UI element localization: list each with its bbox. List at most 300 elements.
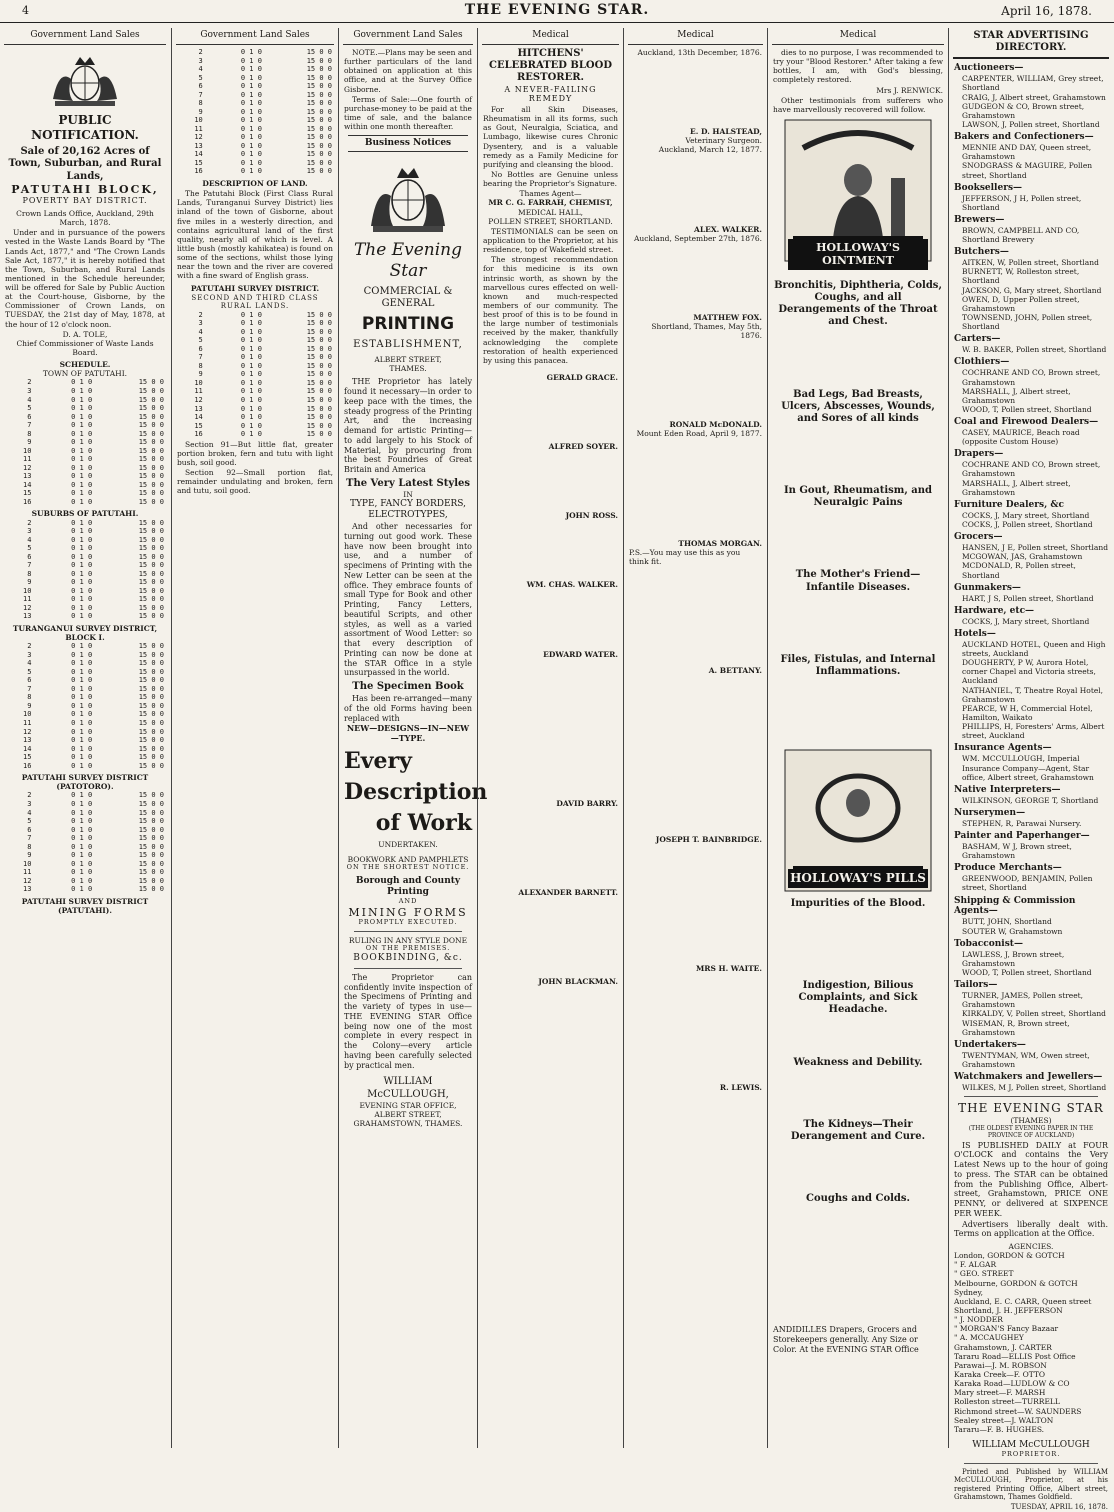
- in-line: IN: [403, 489, 413, 499]
- table-row: [5, 404, 165, 413]
- table-cell: 7: [27, 834, 32, 843]
- table-row: [177, 99, 333, 108]
- table-cell: 2: [198, 47, 203, 56]
- table-cell: 15 0 0: [138, 421, 164, 430]
- table-cell: 15 0 0: [138, 761, 164, 770]
- agent-entry: Grahamstown, J. CARTER: [954, 1342, 1052, 1352]
- agent-entry: London, GORDON & GOTCH: [954, 1251, 1065, 1261]
- table-cell: 0 1 0: [71, 719, 93, 728]
- sig-bettany: A. BETTANY.: [708, 665, 762, 675]
- town-heading: TOWN OF PATUTAHI.: [42, 369, 128, 379]
- table-cell: 15 0 0: [306, 133, 332, 142]
- table-cell: 12: [23, 727, 32, 736]
- table-row: [5, 642, 165, 651]
- table-cell: 0 1 0: [71, 527, 93, 536]
- table-cell: 4: [27, 659, 32, 668]
- promptly: PROMPTLY EXECUTED.: [358, 917, 458, 926]
- table-cell: 0 1 0: [71, 429, 93, 438]
- table-cell: 0 1 0: [71, 676, 93, 685]
- table-cell: 15 0 0: [138, 744, 164, 753]
- table-cell: 0 1 0: [71, 586, 93, 595]
- directory-entry: AUCKLAND HOTEL, Queen and High streets, Auckland: [962, 639, 1106, 658]
- table-cell: 0 1 0: [240, 353, 262, 362]
- table-cell: 0 1 0: [240, 82, 262, 91]
- table-cell: 2: [198, 310, 203, 319]
- directory-category: Nurserymen—: [954, 807, 1026, 818]
- renwick-text: dies to no purpose, I was recommended to try your "Blood Restorer." After taking a few bottles, I am, with God's blessing, completely restored.: [773, 47, 943, 85]
- table-cell: 0 1 0: [240, 167, 262, 176]
- table-cell: 13: [23, 885, 32, 894]
- sig-grace: GERALD GRACE.: [546, 372, 618, 382]
- sections-table: [177, 48, 333, 176]
- table-cell: 0 1 0: [71, 825, 93, 834]
- table-cell: 0 1 0: [240, 107, 262, 116]
- directory-entry: BURNETT, W, Rolleston street, Shortland: [962, 267, 1080, 286]
- table-row: [5, 736, 165, 745]
- directory-list: [949, 63, 1113, 1092]
- table-cell: 15: [194, 421, 203, 430]
- table-cell: 0 1 0: [71, 727, 93, 736]
- directory-entry: WILKINSON, GEORGE T, Shortland: [962, 795, 1099, 805]
- table-cell: 0 1 0: [240, 158, 262, 167]
- bronchitis-heading: Bronchitis, Diphtheria, Colds, Coughs, and all Derangements of the Throat and Chest.: [774, 279, 942, 328]
- table-cell: 0 1 0: [240, 378, 262, 387]
- date-3: Auckland, September 27th, 1876.: [633, 233, 762, 243]
- table-cell: 12: [23, 463, 32, 472]
- agent-entry: Karaka Road—LUDLOW & CO: [954, 1379, 1070, 1389]
- table-cell: 15 0 0: [138, 497, 164, 506]
- directory-entry: COCHRANE AND CO, Brown street, Grahamstown: [962, 368, 1101, 387]
- date-1: Auckland, 13th December, 1876.: [637, 47, 762, 57]
- mining-forms: MINING FORMS: [348, 905, 468, 919]
- table-cell: 12: [23, 603, 32, 612]
- table-cell: 0 1 0: [71, 650, 93, 659]
- table-row: [177, 65, 333, 74]
- table-cell: 0 1 0: [71, 744, 93, 753]
- patotoro-heading: PATUTAHI SURVEY DISTRICT (PATOTORO).: [21, 773, 149, 792]
- table-cell: 9: [198, 370, 203, 379]
- table-cell: 10: [23, 859, 32, 868]
- table-cell: 5: [27, 544, 32, 553]
- table-cell: 6: [198, 82, 203, 91]
- table-cell: 15 0 0: [306, 73, 332, 82]
- table-row: [177, 336, 333, 345]
- block-name: PATUTAHI BLOCK,: [11, 182, 159, 196]
- table-row: [177, 125, 333, 134]
- table-cell: 15 0 0: [138, 642, 164, 651]
- table-cell: 15 0 0: [138, 701, 164, 710]
- table-row: [177, 422, 333, 431]
- agent-entry: Shortland, J. H. JEFFERSON: [954, 1306, 1063, 1316]
- specimen-heading: The Specimen Book: [352, 681, 464, 693]
- table-cell: 15 0 0: [306, 56, 332, 65]
- agent-entry: Parawai—J. M. ROBSON: [954, 1360, 1047, 1370]
- office-name: EVENING STAR OFFICE,: [359, 1100, 457, 1110]
- date-4: Shortland, Thames, May 5th, 1876.: [651, 321, 762, 341]
- table-cell: 16: [23, 497, 32, 506]
- table-cell: 15 0 0: [138, 387, 164, 395]
- ointment-label: HOLLOWAY'S OINTMENT: [788, 239, 928, 270]
- directory-category: Booksellers—: [954, 182, 1023, 193]
- table-cell: 0 1 0: [71, 463, 93, 472]
- advertisers-text: Advertisers liberally dealt with. Terms on application at the Office.: [954, 1219, 1108, 1239]
- agent-entry: Sydney,: [954, 1287, 984, 1297]
- table-cell: 0 1 0: [240, 150, 262, 159]
- table-cell: 0 1 0: [71, 868, 93, 877]
- directory-category: Clothiers—: [954, 357, 1010, 368]
- table-cell: 15 0 0: [138, 676, 164, 685]
- table-cell: 0 1 0: [240, 370, 262, 379]
- table-cell: 15 0 0: [138, 851, 164, 860]
- table-cell: 5: [27, 404, 32, 413]
- table-row: [5, 587, 165, 596]
- table-cell: 8: [27, 693, 32, 702]
- table-row: [5, 817, 165, 826]
- divider: [354, 931, 462, 932]
- table-cell: 0 1 0: [71, 851, 93, 860]
- directory-entry: WM. MCCULLOUGH, Imperial Insurance Company—Agent, Star office, Albert street, Grahamstown: [962, 754, 1094, 782]
- agent-entry: Richmond street—W. SAUNDERS: [954, 1406, 1082, 1416]
- table-row: [5, 570, 165, 579]
- directory-heading: STAR ADVERTISING DIRECTORY.: [953, 28, 1109, 59]
- table-cell: 0 1 0: [71, 834, 93, 843]
- sig-mcdonald: RONALD McDONALD.: [669, 420, 762, 430]
- table-row: [5, 851, 165, 860]
- table-row: [177, 396, 333, 405]
- directory-category: Drapers—: [954, 449, 1004, 460]
- directory-category: Tailors—: [954, 980, 998, 991]
- table-cell: 13: [23, 472, 32, 481]
- table-cell: 15 0 0: [138, 412, 164, 421]
- directory-entry: TURNER, JAMES, Pollen street, Grahamstown: [962, 991, 1084, 1010]
- table-cell: 0 1 0: [71, 518, 93, 527]
- directory-category: Brewers—: [954, 214, 1005, 225]
- table-cell: 15: [194, 158, 203, 167]
- table-cell: 16: [194, 430, 203, 439]
- table-cell: 15 0 0: [138, 395, 164, 404]
- directory-entry: CRAIG, J, Albert street, Grahamstown: [962, 92, 1106, 102]
- agent-label: Thames Agent—: [519, 189, 582, 199]
- table-cell: 15 0 0: [138, 859, 164, 868]
- owner-name: WILLIAM McCULLOUGH,: [367, 1076, 449, 1100]
- sig-blackman: JOHN BLACKMAN.: [538, 976, 618, 986]
- publisher-title: PROPRIETOR.: [1001, 1449, 1061, 1458]
- table-cell: 0 1 0: [240, 387, 262, 396]
- table-row: [177, 430, 333, 439]
- bookwork: BOOKWORK AND PAMPHLETS: [347, 854, 469, 864]
- royal-coat-of-arms-icon: [45, 49, 125, 109]
- directory-entry: CASEY, MAURICE, Beach road (opposite Custom House): [962, 428, 1080, 447]
- table-cell: 4: [198, 65, 203, 74]
- and-line: AND: [398, 896, 418, 905]
- turanganui-heading: TURANGANUI SURVEY DISTRICT, BLOCK I.: [12, 623, 158, 643]
- table-row: [5, 762, 165, 771]
- table-cell: 15 0 0: [138, 659, 164, 668]
- directory-category: Carters—: [954, 334, 1001, 345]
- sig-barry: DAVID BARRY.: [556, 798, 618, 808]
- table-cell: 0 1 0: [71, 659, 93, 668]
- premises: ON THE PREMISES.: [365, 943, 451, 952]
- table-cell: 15 0 0: [306, 421, 332, 430]
- sig-halstead: E. D. HALSTEAD,: [690, 127, 762, 137]
- table-cell: 0 1 0: [71, 693, 93, 702]
- table-cell: 16: [23, 761, 32, 770]
- table-cell: 15 0 0: [138, 578, 164, 587]
- table-cell: 2: [27, 642, 32, 651]
- column-medical-2: [623, 28, 767, 1448]
- impurities-heading: Impurities of the Blood.: [790, 897, 926, 909]
- agent-entry: " MORGAN'S Fancy Bazaar: [954, 1324, 1059, 1334]
- table-cell: 0 1 0: [71, 480, 93, 489]
- table-cell: 0 1 0: [71, 753, 93, 762]
- table-cell: 15 0 0: [138, 569, 164, 578]
- sig-barnett: ALEXANDER BARNETT.: [518, 887, 618, 897]
- table-row: [5, 430, 165, 439]
- table-cell: 15 0 0: [138, 603, 164, 612]
- issue-date: April 16, 1878.: [1001, 4, 1092, 18]
- agent-entry: " A. MCCAUGHEY: [954, 1333, 1024, 1343]
- new-designs: NEW—DESIGNS—IN—NEW—TYPE.: [346, 723, 470, 744]
- table-cell: 0 1 0: [240, 430, 262, 439]
- column-heading: Medical: [482, 28, 619, 45]
- directory-entry: MENNIE AND DAY, Queen street, Grahamstown: [962, 143, 1092, 162]
- table-cell: 8: [198, 361, 203, 370]
- table-cell: 6: [27, 552, 32, 561]
- table-cell: 15 0 0: [138, 693, 164, 702]
- table-cell: 0 1 0: [71, 497, 93, 506]
- directory-entry: COCKS, J, Mary street, Shortland: [962, 616, 1090, 626]
- table-cell: 0 1 0: [240, 124, 262, 133]
- directory-entry: KIRKALDY, V, Pollen street, Shortland: [962, 1009, 1106, 1019]
- paper-sub: (THAMES): [1010, 1115, 1052, 1125]
- directory-entry: WILKES, M J, Pollen street, Shortland: [962, 1083, 1107, 1092]
- gout-heading: In Gout, Rheumatism, and Neuralgic Pains: [783, 485, 933, 509]
- sig-halstead-title: Veterinary Surgeon.: [685, 136, 762, 146]
- agent-entry: Karaka Creek—F. OTTO: [954, 1370, 1046, 1379]
- table-cell: 0 1 0: [71, 535, 93, 544]
- table-cell: 15 0 0: [306, 65, 332, 74]
- table-cell: 0 1 0: [240, 133, 262, 142]
- table-row: [5, 498, 165, 507]
- table-row: [177, 379, 333, 388]
- directory-category: Hardware, etc—: [954, 605, 1035, 616]
- table-cell: 7: [27, 421, 32, 430]
- table-cell: 0 1 0: [71, 552, 93, 561]
- directory-entry: JEFFERSON, J H, Pollen street, Shortland: [962, 193, 1082, 212]
- table-row: [5, 489, 165, 498]
- table-cell: 15 0 0: [138, 463, 164, 472]
- table-cell: 15 0 0: [306, 336, 332, 345]
- published-text: IS PUBLISHED DAILY at FOUR O'CLOCK and contains the Very Latest News up to the hour of going to press. The STAR can be obtained from the Publishing Office, Albert-street, Grahamstown, PRICE ONE PENNY, or delivered at SIXPENCE PER WEEK.: [954, 1140, 1108, 1218]
- ofwork-heading: of Work: [375, 809, 472, 836]
- table-cell: 15 0 0: [306, 310, 332, 319]
- agent-entry: " GEO. STREET: [954, 1269, 1014, 1279]
- class-heading: SECOND AND THIRD CLASS RURAL LANDS.: [191, 293, 319, 311]
- table-cell: 15 0 0: [138, 753, 164, 762]
- directory-entry: DOUGHERTY, P W, Aurora Hotel, corner Chapel and Victoria streets, Auckland: [962, 658, 1096, 686]
- schedule-heading: SCHEDULE.: [59, 360, 111, 370]
- table-cell: 0 1 0: [240, 90, 262, 99]
- table-cell: 15 0 0: [138, 612, 164, 621]
- table-cell: 0 1 0: [71, 472, 93, 481]
- table-row: [177, 91, 333, 100]
- table-cell: 15 0 0: [306, 430, 332, 439]
- agent-entry: Mary street—F. MARSH: [954, 1388, 1046, 1398]
- weakness-heading: Weakness and Debility.: [793, 1056, 923, 1068]
- directory-entry: WOOD, T, Pollen street, Shortland: [962, 967, 1092, 977]
- directory-category: Undertakers—: [954, 1039, 1026, 1050]
- agent-entry: Tararu—F. B. HUGHES.: [954, 1424, 1045, 1434]
- table-cell: 0 1 0: [71, 378, 93, 387]
- table-cell: 15 0 0: [138, 586, 164, 595]
- sale-title: Sale of 20,162 Acres of Town, Suburban, and Rural Lands,: [8, 146, 162, 182]
- table-cell: 0 1 0: [71, 800, 93, 809]
- table-cell: 2: [27, 378, 32, 387]
- column-business: [338, 28, 488, 1448]
- table-row: [5, 702, 165, 711]
- imprint-date: TUESDAY, APRIL 16, 1878.: [1010, 1503, 1108, 1511]
- table-row: [5, 612, 165, 621]
- table-row: [5, 472, 165, 481]
- table-cell: 0 1 0: [71, 885, 93, 894]
- table-cell: 9: [27, 851, 32, 860]
- description-heading: Description: [344, 778, 488, 805]
- table-cell: 15 0 0: [306, 327, 332, 336]
- table-cell: 0 1 0: [71, 446, 93, 455]
- table-cell: 15 0 0: [138, 825, 164, 834]
- coughs-heading: Coughs and Colds.: [805, 1193, 911, 1205]
- table-cell: 15 0 0: [138, 650, 164, 659]
- table-row: [5, 464, 165, 473]
- table-cell: 0 1 0: [71, 489, 93, 498]
- sig-walker: ALEX. WALKER.: [694, 224, 762, 234]
- confident-text: The Proprietor can confidently invite inspection of the Specimens of Printing and the variety of types in use—THE EVENING STAR Office being now one of the most complete in every respect in the Colony—every article having been carefully selected by practical men.: [344, 972, 472, 1070]
- table-cell: 10: [23, 710, 32, 719]
- street-name: ALBERT STREET,: [374, 1109, 442, 1119]
- table-cell: 15 0 0: [138, 817, 164, 826]
- binding: BOOKBINDING, &c.: [353, 952, 463, 963]
- table-cell: 15 0 0: [138, 438, 164, 447]
- genuine-note: No Bottles are Genuine unless bearing the Proprietor's Signature.: [483, 170, 618, 189]
- indigestion-heading: Indigestion, Bilious Complaints, and Sick Headache.: [798, 980, 918, 1016]
- table-cell: 0 1 0: [71, 612, 93, 621]
- agent-entry: Tararu Road—ELLIS Post Office: [954, 1351, 1076, 1361]
- table-cell: 15: [23, 489, 32, 498]
- table-row: [5, 527, 165, 536]
- directory-entry: JACKSON, G, Mary street, Shortland: [962, 285, 1102, 295]
- table-row: [5, 877, 165, 886]
- office-line: Crown Lands Office, Auckland, 29th March, 1878.: [16, 208, 154, 228]
- table-row: [5, 728, 165, 737]
- divider: [964, 1096, 1098, 1097]
- directory-entry: SOUTER W, Grahamstown: [962, 926, 1063, 936]
- table-row: [5, 651, 165, 660]
- agent-entry: " J. NODDER: [954, 1315, 1003, 1325]
- table-cell: 15 0 0: [138, 527, 164, 536]
- table-cell: 4: [27, 808, 32, 817]
- directory-entry: SNODGRASS & MAGUIRE, Pollen street, Shortland: [962, 161, 1093, 180]
- other-testimonials: Other testimonials from sufferers who have marvellously recovered will follow.: [773, 95, 943, 114]
- table-cell: 0 1 0: [71, 578, 93, 587]
- remedy-subtitle: A NEVER-FAILING REMEDY: [504, 84, 597, 104]
- table-cell: 15 0 0: [138, 429, 164, 438]
- table-cell: 15 0 0: [138, 710, 164, 719]
- table-cell: 11: [194, 124, 203, 133]
- table-row: [177, 167, 333, 176]
- every-heading: Every: [344, 747, 412, 774]
- table-row: [5, 578, 165, 587]
- remedy-intro: For all Skin Diseases, Rheumatism in all its forms, such as Gout, Neuralgia, Sciatica, and Lumbago, likewise cures Chronic Dysentery, and is a valuable remedy as a Family Medicine for purifying and cleansing the blood.: [483, 105, 618, 169]
- table-row: [5, 561, 165, 570]
- table-cell: 15 0 0: [138, 472, 164, 481]
- table-cell: 3: [27, 527, 32, 536]
- table-cell: 0 1 0: [71, 667, 93, 676]
- table-cell: 0 1 0: [71, 387, 93, 395]
- paper-tagline: (THE OLDEST EVENING PAPER IN THE PROVINCE OF AUCKLAND): [968, 1124, 1094, 1140]
- directory-entry: COCKS, J, Pollen street, Shortland: [962, 519, 1093, 529]
- table-cell: 0 1 0: [71, 544, 93, 553]
- table-cell: 0 1 0: [71, 404, 93, 413]
- directory-category: Gunmakers—: [954, 582, 1021, 593]
- turanganui-table: [5, 642, 165, 770]
- column-heading: Government Land Sales: [343, 28, 473, 45]
- directory-category: Shipping & Commission Agents—: [954, 895, 1076, 917]
- table-cell: 14: [23, 744, 32, 753]
- table-row: [177, 328, 333, 337]
- table-row: [177, 353, 333, 362]
- table-cell: 0 1 0: [240, 413, 262, 422]
- table-row: [5, 693, 165, 702]
- directory-category: Watchmakers and Jewellers—: [954, 1072, 1103, 1083]
- table-cell: 5: [27, 817, 32, 826]
- newspaper-title: THE EVENING STAR.: [464, 2, 650, 18]
- directory-entry: BUTT, JOHN, Shortland: [962, 917, 1052, 927]
- remedy-title: HITCHENS' CELEBRATED BLOOD RESTORER.: [488, 47, 612, 84]
- directory-entry: BASHAM, W J, Brown street, Grahamstown: [962, 841, 1072, 861]
- table-cell: 7: [27, 684, 32, 693]
- table-cell: 15 0 0: [306, 99, 332, 108]
- table-cell: 15 0 0: [306, 150, 332, 159]
- table-cell: 0 1 0: [240, 319, 262, 328]
- table-row: [5, 745, 165, 754]
- column-heading: Government Land Sales: [176, 28, 334, 45]
- table-cell: 13: [23, 612, 32, 621]
- table-row: [5, 387, 165, 396]
- table-cell: 0 1 0: [71, 569, 93, 578]
- publisher-name: WILLIAM McCULLOUGH: [972, 1439, 1090, 1450]
- table-row: [5, 753, 165, 762]
- table-cell: 15 0 0: [306, 107, 332, 116]
- table-row: [177, 74, 333, 83]
- directory-entry: NATHANIEL, T, Theatre Royal Hotel, Grahamstown: [962, 685, 1104, 704]
- table-row: [5, 860, 165, 869]
- table-cell: 0 1 0: [240, 404, 262, 413]
- signature-title: Chief Commissioner of Waste Lands Board.: [16, 338, 154, 358]
- signature: D. A. TOLE,: [62, 329, 108, 339]
- table-cell: 0 1 0: [240, 344, 262, 353]
- column-directory: [948, 28, 1113, 1511]
- table-row: [177, 405, 333, 414]
- proprietor-text: THE Proprietor has lately found it necessary—in order to keep pace with the times, the steady progress of the Printing Art, and the increasing demand for artistic Printing—to add largely to his Stock of Material, by procuring from the best Foundries of Great Britain and America: [344, 377, 472, 474]
- sig-waite: MRS H. WAITE.: [695, 964, 762, 974]
- directory-entry: COCKS, J, Mary street, Shortland: [962, 510, 1090, 520]
- table-cell: 15 0 0: [138, 719, 164, 728]
- table-cell: 9: [27, 701, 32, 710]
- table-cell: 0 1 0: [240, 99, 262, 108]
- table-cell: 11: [23, 595, 32, 604]
- table-row: [5, 676, 165, 685]
- table-row: [5, 843, 165, 852]
